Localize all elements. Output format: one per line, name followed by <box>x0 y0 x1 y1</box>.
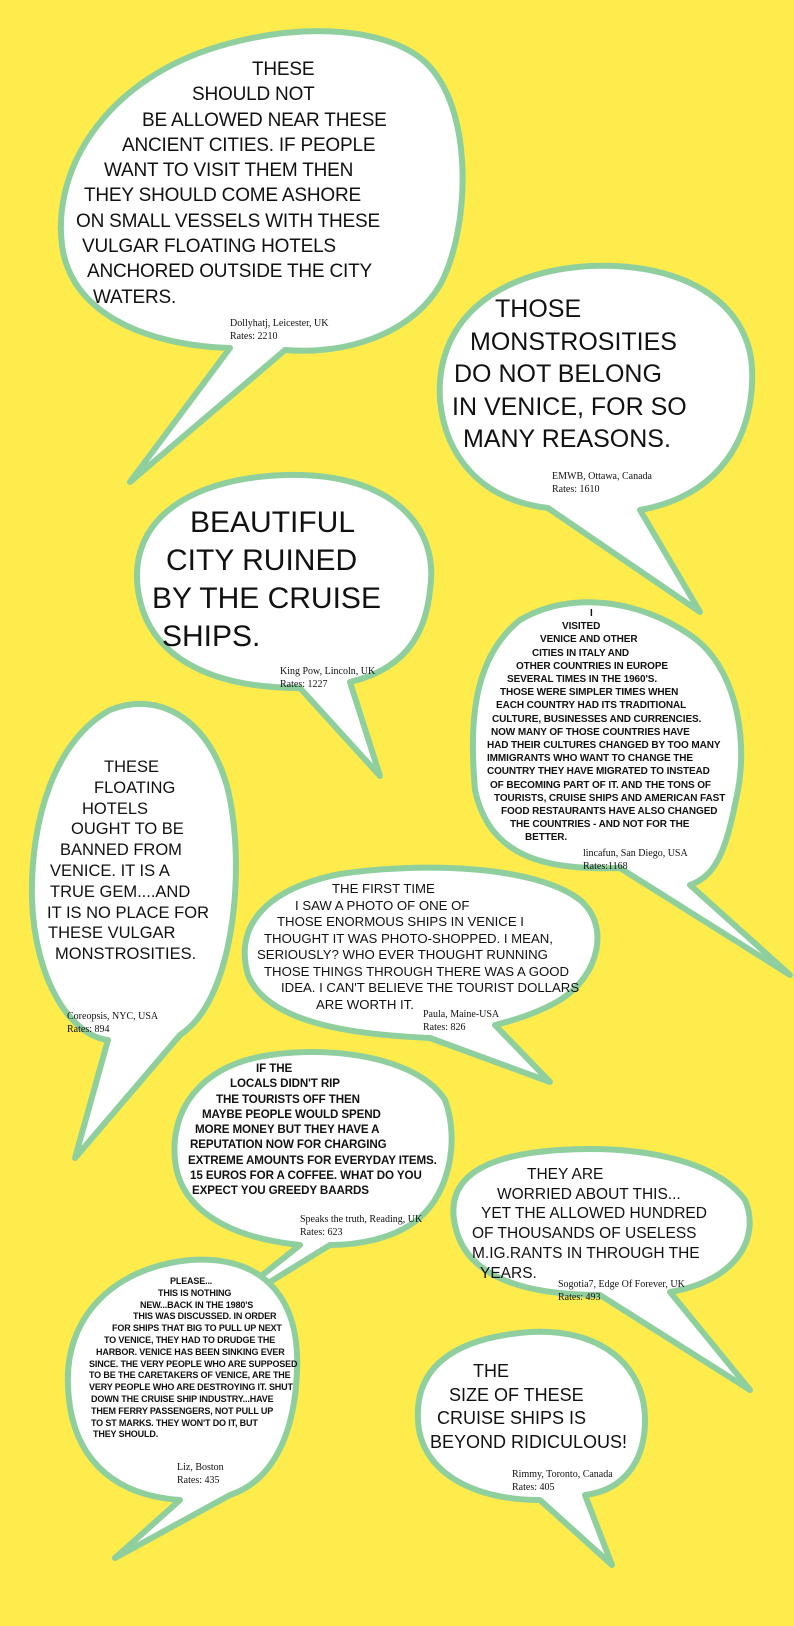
comment-line: EXTREME AMOUNTS FOR EVERYDAY ITEMS. <box>188 1153 437 1167</box>
comment-line: THIS WAS DISCUSSED. IN ORDER <box>133 1311 277 1322</box>
comment-line: TRUE GEM....AND <box>50 882 191 901</box>
comment-line: THEM FERRY PASSENGERS, NOT PULL UP <box>91 1405 274 1416</box>
comment-line: VISITED <box>562 621 601 633</box>
comment-line: SHOULD NOT <box>192 84 315 106</box>
comment-10-text <box>0 1360 627 1454</box>
comment-line: IF THE <box>256 1062 293 1075</box>
comment-line: I <box>590 608 593 619</box>
comment-line: SEVERAL TIMES IN THE 1960'S. <box>507 674 657 686</box>
comment-line: I SAW A PHOTO OF ONE OF <box>295 897 470 913</box>
comment-line: BEYOND RIDICULOUS! <box>430 1431 628 1452</box>
comment-line: VERY PEOPLE WHO ARE DESTROYING IT. SHUT <box>89 1382 293 1393</box>
comment-author: lincafun, San Diego, USA <box>583 848 688 859</box>
comment-author: Paula, Maine-USA <box>423 1009 500 1020</box>
comment-line: THESE <box>252 59 315 80</box>
comment-line: EXPECT YOU GREEDY BAARDS <box>192 1184 369 1198</box>
comment-line: MORE MONEY BUT THEY HAVE A <box>195 1123 380 1137</box>
comment-line: THEY SHOULD. <box>93 1429 159 1440</box>
comment-rates: Rates: 493 <box>558 1292 601 1303</box>
comment-line: THESE <box>104 758 160 776</box>
comment-line: THE TOURISTS OFF THEN <box>216 1092 360 1106</box>
comment-line: DO NOT BELONG <box>454 360 662 388</box>
comment-line: HARBOR. VENICE HAS BEEN SINKING EVER <box>96 1346 285 1357</box>
comment-author: Rimmy, Toronto, Canada <box>512 1469 613 1480</box>
comment-rates: Rates: 405 <box>512 1482 555 1493</box>
comment-line: THIS IS NOTHING <box>158 1287 232 1298</box>
comment-1-text <box>0 57 387 310</box>
comment-line: ARE WORTH IT. <box>316 996 414 1012</box>
comment-line: THOSE ENORMOUS SHIPS IN VENICE I <box>277 914 524 929</box>
comment-line: THE <box>473 1361 509 1381</box>
comment-line: VENICE AND OTHER <box>540 634 638 646</box>
comment-line: THOUGHT IT WAS PHOTO-SHOPPED. I MEAN, <box>264 930 553 946</box>
comment-9-attribution <box>177 1461 224 1487</box>
comment-line: CITY RUINED <box>166 544 358 577</box>
comment-rates: Rates: 1227 <box>280 679 328 690</box>
comment-author: King Pow, Lincoln, UK <box>280 666 376 677</box>
comment-line: THOSE <box>495 295 582 323</box>
comment-line: THEY SHOULD COME ASHORE <box>84 185 361 207</box>
comment-rates: Rates: 2210 <box>230 331 278 342</box>
comment-line: NEW...BACK IN THE 1980'S <box>140 1299 254 1310</box>
comment-line: REPUTATION NOW FOR CHARGING <box>190 1138 387 1152</box>
comment-line: FOR SHIPS THAT BIG TO PULL UP NEXT <box>112 1323 282 1334</box>
comment-line: THE FIRST TIME <box>332 881 435 896</box>
comment-6-text <box>0 881 579 1013</box>
comment-line: TO VENICE, THEY HAD TO DRUDGE THE <box>104 1334 276 1345</box>
comment-line: COUNTRY THEY HAVE MIGRATED TO INSTEAD <box>487 766 710 778</box>
comment-8-text <box>0 1165 707 1283</box>
comment-4-attribution <box>583 847 688 873</box>
comment-line: SHIPS. <box>162 620 261 653</box>
comment-10-attribution <box>512 1468 613 1494</box>
comment-rates: Rates: 623 <box>300 1227 343 1238</box>
comment-line: TO BE THE CARETAKERS OF VENICE, ARE THE <box>89 1370 291 1381</box>
comment-line: MANY REASONS. <box>463 425 671 453</box>
comment-line: MONSTROSITIES <box>470 327 677 356</box>
comment-line: WATERS. <box>93 286 177 308</box>
comment-line: ON SMALL VESSELS WITH THESE <box>76 210 380 232</box>
comment-line: CULTURE, BUSINESSES AND CURRENCIES. <box>492 713 702 725</box>
comment-line: OUGHT TO BE <box>71 820 184 839</box>
comment-line: SIZE OF THESE <box>449 1384 584 1405</box>
comment-author: Sogotia7, Edge Of Forever, UK <box>558 1279 685 1290</box>
comment-line: CITIES IN ITALY AND <box>532 647 630 659</box>
comment-line: THOSE THINGS THROUGH THERE WAS A GOOD <box>264 963 570 979</box>
comment-line: THEY ARE <box>527 1166 604 1183</box>
comment-line: SERIOUSLY? WHO EVER THOUGHT RUNNING <box>257 947 548 962</box>
comment-line: BE ALLOWED NEAR THESE <box>142 109 387 131</box>
comment-line: TOURISTS, CRUISE SHIPS AND AMERICAN FAST <box>494 792 726 804</box>
comment-line: IDEA. I CAN'T BELIEVE THE TOURIST DOLLARS <box>281 980 580 995</box>
comment-line: HOTELS <box>82 799 149 818</box>
comment-line: BANNED FROM <box>60 841 182 860</box>
comment-rates: Rates: 894 <box>67 1024 110 1035</box>
comment-line: DOWN THE CRUISE SHIP INDUSTRY...HAVE <box>91 1393 274 1404</box>
comment-line: 15 EUROS FOR A COFFEE. WHAT DO YOU <box>190 1169 422 1183</box>
comment-line: OF THOUSANDS OF USELESS <box>472 1225 697 1243</box>
comment-line: VULGAR FLOATING HOTELS <box>82 236 336 258</box>
comment-line: NOW MANY OF THOSE COUNTRIES HAVE <box>491 726 690 738</box>
comment-line: OTHER COUNTRIES IN EUROPE <box>516 660 668 672</box>
comment-line: MAYBE PEOPLE WOULD SPEND <box>202 1107 381 1121</box>
comment-line: THOSE WERE SIMPLER TIMES WHEN <box>500 687 679 699</box>
comment-line: YET THE ALLOWED HUNDRED <box>481 1205 707 1223</box>
comment-line: VENICE. IT IS A <box>50 861 170 880</box>
comment-rates: Rates:1168 <box>583 861 628 872</box>
comment-rates: Rates: 1610 <box>552 484 600 495</box>
comment-line: TO ST MARKS. THEY WON'T DO IT, BUT <box>91 1417 258 1428</box>
comment-line: PLEASE... <box>170 1276 213 1286</box>
comment-line: YEARS. <box>480 1264 537 1282</box>
comment-line: EACH COUNTRY HAD ITS TRADITIONAL <box>496 700 687 712</box>
comment-rates: Rates: 435 <box>177 1475 220 1486</box>
comment-author: Speaks the truth, Reading, UK <box>300 1214 423 1225</box>
comment-line: LOCALS DIDN'T RIP <box>230 1077 340 1091</box>
comment-line: MONSTROSITIES. <box>55 945 197 964</box>
comment-line: ANCIENT CITIES. IF PEOPLE <box>122 134 376 156</box>
comment-line: THESE VULGAR <box>48 924 176 943</box>
comment-line: IT IS NO PLACE FOR <box>47 903 209 922</box>
comment-line: OF BECOMING PART OF IT. AND THE TONS OF <box>490 779 711 791</box>
comment-line: HAD THEIR CULTURES CHANGED BY TOO MANY <box>487 740 721 752</box>
comment-line: BY THE CRUISE <box>152 582 381 615</box>
comment-5-attribution <box>67 1010 158 1036</box>
comment-6-attribution <box>423 1008 499 1034</box>
comment-line: SINCE. THE VERY PEOPLE WHO ARE SUPPOSED <box>89 1358 298 1369</box>
comment-author: Coreopsis, NYC, USA <box>67 1011 159 1022</box>
comment-line: M.IG.RANTS IN THROUGH THE <box>472 1244 700 1262</box>
comment-author: Dollyhatj, Leicester, UK <box>230 318 329 329</box>
comment-line: BETTER. <box>525 832 568 844</box>
comment-line: IN VENICE, FOR SO <box>452 392 687 421</box>
comment-8-attribution <box>558 1278 685 1304</box>
comment-rates: Rates: 826 <box>423 1022 466 1033</box>
comment-line: WANT TO VISIT THEM THEN <box>104 160 354 182</box>
comment-line: WORRIED ABOUT THIS... <box>497 1185 681 1203</box>
comment-line: FLOATING <box>94 778 176 797</box>
comment-line: IMMIGRANTS WHO WANT TO CHANGE THE <box>487 753 693 765</box>
comment-line: BEAUTIFUL <box>190 506 356 539</box>
comment-line: ANCHORED OUTSIDE THE CITY <box>87 261 372 283</box>
comment-author: EMWB, Ottawa, Canada <box>552 471 652 482</box>
comment-author: Liz, Boston <box>177 1462 224 1473</box>
comment-2-text <box>0 293 687 456</box>
comment-line: THE COUNTRIES - AND NOT FOR THE <box>510 819 690 831</box>
comment-2-attribution <box>552 470 652 496</box>
comment-line: CRUISE SHIPS IS <box>437 1408 587 1428</box>
comment-line: FOOD RESTAURANTS HAVE ALSO CHANGED <box>501 806 718 818</box>
